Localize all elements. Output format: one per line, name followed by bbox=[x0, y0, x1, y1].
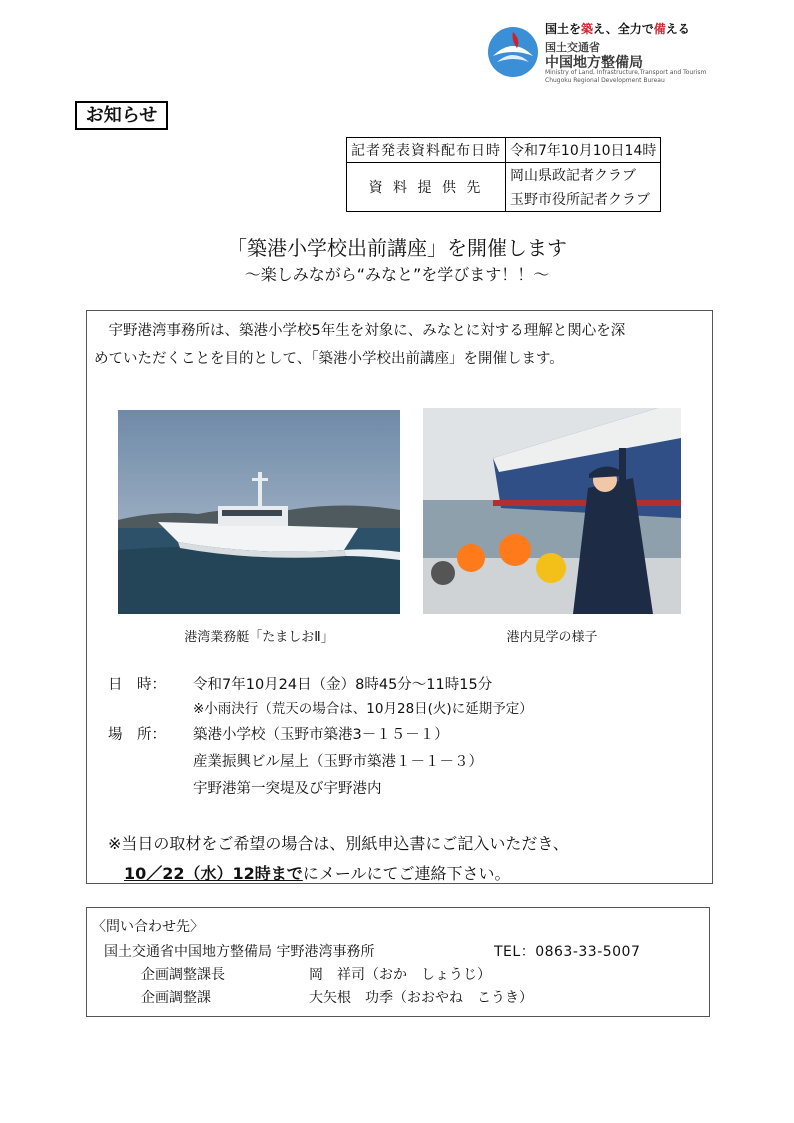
date-value: 令和7年10月10日14時 bbox=[506, 138, 661, 163]
boat-photo bbox=[118, 410, 400, 614]
intro-line-1: 宇野港湾事務所は、築港小学校5年生を対象に、みなとに対する理解と関心を深 bbox=[94, 323, 626, 339]
bureau-logo-icon bbox=[487, 26, 539, 78]
ministry-english: Ministry of Land, Infrastructure,Transport and Tourism bbox=[545, 69, 707, 76]
place-1: 築港小学校（玉野市築港3－１５－１） bbox=[193, 727, 449, 743]
contact-person-2: 大矢根 功季（おおやね こうき） bbox=[309, 990, 533, 1006]
tour-photo-caption: 港内見学の様子 bbox=[506, 630, 598, 645]
harbor-tour-photo bbox=[423, 408, 681, 614]
notice-label: お知らせ bbox=[75, 101, 168, 130]
media-note-line-2: 10／22（水）12時までにメールにてご連絡下さい。 bbox=[124, 864, 511, 883]
media-note-line-1: ※当日の取材をご希望の場合は、別紙申込書にご記入いただき、 bbox=[108, 834, 569, 853]
bureau-name: 中国地方整備局 bbox=[545, 55, 643, 71]
rain-note: ※小雨決行（荒天の場合は、10月28日(火)に延期予定） bbox=[193, 701, 533, 717]
ministry-name: 国土交通省 bbox=[545, 41, 600, 54]
provider-label: 資 料 提 供 先 bbox=[347, 163, 506, 212]
deadline: 10／22（水）12時まで bbox=[124, 864, 303, 883]
datetime-label: 日 時： bbox=[108, 677, 166, 693]
page-title: 「築港小学校出前講座」を開催します bbox=[227, 236, 567, 260]
table-row bbox=[347, 163, 661, 188]
page-subtitle: ～楽しみながら“みなと”を学びます！！～ bbox=[244, 265, 550, 284]
datetime-value: 令和7年10月24日（金）8時45分～11時15分 bbox=[193, 677, 493, 693]
contact-office: 国土交通省中国地方整備局 宇野港湾事務所 bbox=[104, 944, 375, 960]
table-row bbox=[347, 138, 661, 163]
intro-line-2: めていただくことを目的として、「築港小学校出前講座」を開催します。 bbox=[94, 351, 564, 367]
provider-2: 玉野市役所記者クラブ bbox=[506, 187, 661, 212]
boat-photo-caption: 港湾業務艇「たましおⅡ」 bbox=[184, 630, 334, 645]
contact-role-2: 企画調整課 bbox=[141, 990, 211, 1006]
contact-person-1: 岡 祥司（おか しょうじ） bbox=[309, 967, 491, 983]
provider-1: 岡山県政記者クラブ bbox=[506, 163, 661, 188]
slogan: 国土を築え、全力で備える bbox=[545, 22, 690, 36]
press-info-table bbox=[346, 137, 661, 212]
place-3: 宇野港第一突堤及び宇野港内 bbox=[193, 781, 382, 797]
intro-text bbox=[94, 317, 709, 373]
contact-role-1: 企画調整課長 bbox=[141, 967, 225, 983]
bureau-english: Chugoku Regional Development Bureau bbox=[545, 77, 665, 84]
contact-heading: 〈問い合わせ先〉 bbox=[92, 919, 204, 935]
contact-tel: TEL：0863-33-5007 bbox=[494, 944, 641, 960]
date-label: 記者発表資料配布日時 bbox=[347, 138, 506, 163]
place-2: 産業振興ビル屋上（玉野市築港１－１－３） bbox=[193, 754, 483, 770]
place-label: 場 所： bbox=[108, 727, 166, 743]
